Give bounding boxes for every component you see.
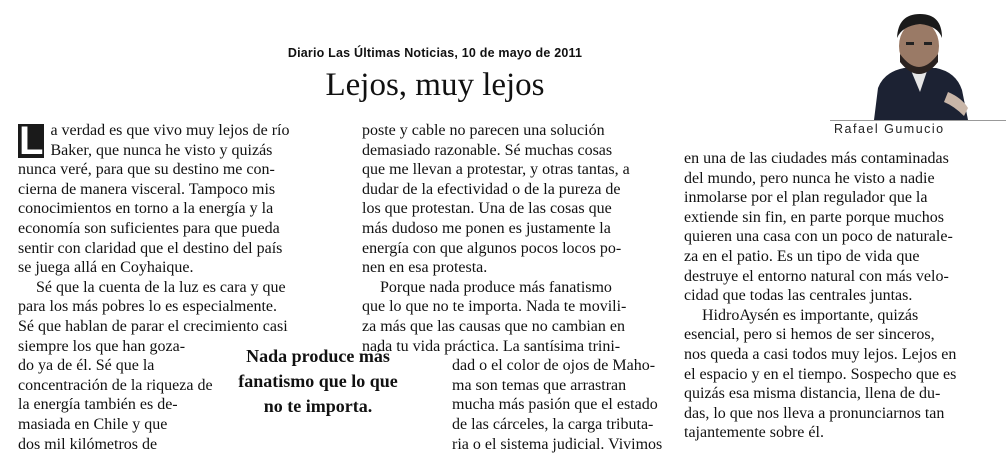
text-line: en una de las ciudades más contaminadas [684, 149, 977, 169]
text-line: la energía también es de- [18, 395, 318, 415]
column-2 [362, 121, 664, 454]
pull-quote [232, 344, 404, 419]
text-line: destruye el entorno natural con más velo- [684, 267, 977, 287]
text-line: poste y cable no parecen una solución [362, 121, 664, 141]
byline-rule [830, 120, 1006, 121]
text-line: del mundo, pero nunca he visto a nadie [684, 169, 977, 189]
text-line: energía con que algunos pocos locos po- [362, 239, 664, 259]
text-line: tajantemente sobre él. [684, 423, 977, 443]
text-line: el espacio y en el tiempo. Sospecho que es [684, 365, 977, 385]
author-byline: Rafael Gumucio [834, 122, 1006, 136]
text-line: a verdad es que vivo muy lejos de río [18, 121, 318, 141]
text-line: Porque nada produce más fanatismo [362, 278, 664, 298]
text-line: conocimientos en torno a la energía y la [18, 199, 318, 219]
column-3 [684, 149, 977, 443]
text-line: cidad que todas las centrales juntas. [684, 286, 977, 306]
text-line: za más que las causas que no cambian en [362, 317, 664, 337]
text-line: ma son temas que arrastran [362, 376, 664, 396]
text-line: dad o el color de ojos de Maho- [362, 356, 664, 376]
text-line: que lo que no te importa. Nada te movili- [362, 297, 664, 317]
text-line: economía son suficientes para que pueda [18, 219, 318, 239]
text-line: se juega allá en Coyhaique. [18, 258, 318, 278]
drop-cap: L [18, 124, 44, 158]
text-line: dudar de la efectividad o de la pureza de [362, 180, 664, 200]
text-line: nen en esa protesta. [362, 258, 664, 278]
text-line: Sé que hablan de parar el crecimiento casi [18, 317, 318, 337]
text-line: quieren una casa con un poco de naturale- [684, 227, 977, 247]
text-line: mucha más pasión que el estado [362, 395, 664, 415]
text-line: Sé que la cuenta de la luz es cara y que [18, 278, 318, 298]
headline: Lejos, muy lejos [250, 64, 620, 106]
source-line: Diario Las Últimas Noticias, 10 de mayo de 2011 [250, 46, 620, 60]
text-line: das, lo que nos lleva a pronunciarnos tan [684, 404, 977, 424]
pull-quote-line: Nada produce más [232, 344, 404, 369]
text-line: nunca veré, para que su destino me con- [18, 160, 318, 180]
text-line: HidroAysén es importante, quizás [684, 306, 977, 326]
text-line: para los más pobres lo es especialmente. [18, 297, 318, 317]
text-line: do ya de él. Sé que la [18, 356, 318, 376]
text-line: masiada en Chile y que [18, 415, 318, 435]
text-line: cierna de manera visceral. Tampoco mis [18, 180, 318, 200]
text-line: siempre los que han goza- [18, 337, 318, 357]
text-line: de las cárceles, la carga tributa- [362, 415, 664, 435]
text-line: concentración de la riqueza de [18, 376, 318, 396]
text-line: demasiado razonable. Sé muchas cosas [362, 141, 664, 161]
text-line: ria o el sistema judicial. Vivimos [362, 435, 664, 454]
text-line: quizás esa misma distancia, llena de du- [684, 384, 977, 404]
text-line: inmolarse por el plan regulador que la [684, 188, 977, 208]
pull-quote-line: no te importa. [232, 394, 404, 419]
text-line: za en el patio. Es un tipo de vida que [684, 247, 977, 267]
text-line: nada tu vida práctica. La santísima trini- [362, 337, 664, 357]
text-line: sentir con claridad que el destino del país [18, 239, 318, 259]
text-line: esencial, pero si hemos de ser sinceros, [684, 325, 977, 345]
pull-quote-line: fanatismo que lo que [232, 369, 404, 394]
text-line: más dudoso me ponen es justamente la [362, 219, 664, 239]
text-line: nos queda a casi todos muy lejos. Lejos en [684, 345, 977, 365]
text-line: Baker, que nunca he visto y quizás [18, 141, 318, 161]
text-line: que me llevan a protestar, y otras tantas, a [362, 160, 664, 180]
text-line: los que protestan. Una de las cosas que [362, 199, 664, 219]
text-line: dos mil kilómetros de [18, 435, 318, 454]
text-line: extiende sin fin, en parte porque muchos [684, 208, 977, 228]
author-photo [864, 8, 974, 120]
